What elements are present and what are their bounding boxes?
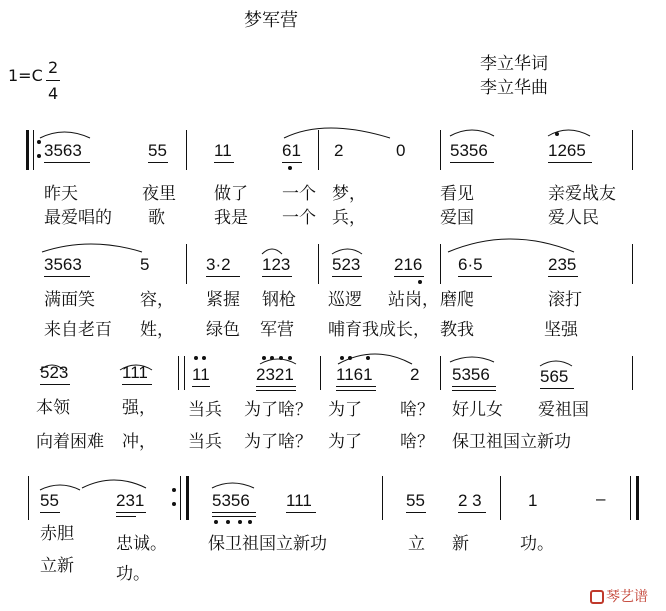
- repeat-dot: [172, 488, 176, 492]
- beam-line: [40, 384, 70, 385]
- beam-line: [116, 512, 146, 513]
- lyric: 最爱唱的: [44, 208, 112, 228]
- lyric: 爱人民: [548, 208, 599, 228]
- note-group: 1161: [336, 365, 373, 384]
- note-group: 565: [540, 367, 569, 386]
- key-signature: 1=C: [8, 66, 43, 85]
- note-group: 11: [192, 365, 210, 384]
- barline: [186, 130, 187, 170]
- barline: [500, 476, 501, 520]
- note-group: 55: [406, 491, 425, 510]
- note-group: 2: [410, 365, 420, 384]
- octave-dot-low: [226, 520, 230, 524]
- octave-dot-high: [270, 356, 274, 360]
- octave-dot-low: [214, 520, 218, 524]
- barline: [440, 244, 441, 284]
- repeat-dot: [37, 154, 41, 158]
- beam-line: [282, 162, 302, 163]
- lyric: 昨天: [44, 184, 78, 204]
- beam-line: [44, 276, 90, 277]
- repeat-end-thick: [186, 476, 189, 520]
- watermark: [590, 586, 648, 606]
- beam-line: [458, 276, 492, 277]
- note-group: 3563: [44, 255, 82, 274]
- lyric: 保卫祖国立新功: [452, 432, 571, 452]
- note-group: 1265: [548, 141, 586, 160]
- lyric: 当兵: [188, 432, 222, 452]
- note-group: 2 3: [458, 491, 482, 510]
- beam-line: [214, 162, 234, 163]
- barline: [440, 130, 441, 170]
- beam-line: [332, 276, 362, 277]
- beam-line: [44, 162, 90, 163]
- lyric: 当兵: [188, 400, 222, 420]
- repeat-start-thick: [26, 130, 29, 170]
- lyric: 新: [452, 534, 469, 554]
- note-group: 5356: [452, 365, 490, 384]
- lyric: 一个: [282, 208, 316, 228]
- barline: [440, 356, 441, 390]
- logo-icon: [590, 590, 604, 604]
- lyric: 亲爱战友: [548, 184, 616, 204]
- barline: [632, 356, 633, 390]
- beam-line: [256, 386, 296, 387]
- lyric: 为了啥？: [244, 432, 312, 452]
- barline: [186, 244, 187, 284]
- lyric: 夜里: [142, 184, 176, 204]
- lyric: 功。: [520, 534, 554, 554]
- lyric: 滚打: [548, 290, 582, 310]
- lyric: 紧握: [206, 290, 240, 310]
- lyric: 忠诚。: [116, 534, 167, 554]
- beam-line: [336, 386, 376, 387]
- beam-line: [548, 276, 578, 277]
- beam-line: [452, 386, 496, 387]
- lyric: 冲，: [122, 432, 156, 452]
- lyric: 教我: [440, 320, 474, 340]
- lyric: 容，: [140, 290, 174, 310]
- note-group: 235: [548, 255, 577, 274]
- beam-line: [206, 276, 240, 277]
- lyric: 绿色: [206, 320, 240, 340]
- lyric: 为了: [328, 432, 362, 452]
- beam-line: [256, 390, 296, 391]
- note-group: 0: [396, 141, 406, 160]
- octave-dot-high: [555, 132, 559, 136]
- lyric: 来自老百: [44, 320, 112, 340]
- beam-line: [452, 390, 496, 391]
- lyric: 钢枪: [262, 290, 296, 310]
- lyric: 看见: [440, 184, 474, 204]
- note-group: 55: [148, 141, 167, 160]
- lyric: 做了: [214, 184, 248, 204]
- note-group: 2: [334, 141, 344, 160]
- octave-dot-high: [366, 356, 370, 360]
- note-group: 3·2: [206, 255, 231, 274]
- note-group: 5356: [212, 491, 250, 510]
- beam-line: [450, 162, 494, 163]
- note-group: 5: [140, 255, 150, 274]
- barline: [632, 130, 633, 170]
- beam-line: [336, 390, 376, 391]
- lyric: 哺育我成长，: [328, 320, 430, 340]
- note-group: 111: [122, 363, 148, 382]
- lyric: 满面笑: [44, 290, 95, 310]
- lyric: 保卫祖国立新功: [208, 534, 327, 554]
- lyric: 磨爬: [440, 290, 474, 310]
- lyric: 啥？: [400, 400, 434, 420]
- note-group: 111: [286, 491, 312, 510]
- note-group: –: [596, 489, 606, 508]
- barline: [320, 356, 321, 390]
- watermark-text: 琴艺谱: [606, 589, 648, 605]
- octave-dot-high: [340, 356, 344, 360]
- lyric: 站岗，: [388, 290, 439, 310]
- final-barline-thin: [630, 476, 631, 520]
- note-group: 5356: [450, 141, 488, 160]
- octave-dot-low: [238, 520, 242, 524]
- barline: [318, 244, 319, 284]
- lyric: 梦，: [332, 184, 366, 204]
- lyric: 军营: [260, 320, 294, 340]
- note-group: 123: [262, 255, 291, 274]
- lyric: 强，: [122, 398, 156, 418]
- lyric: 向着困难: [36, 432, 104, 452]
- final-barline-thick: [636, 476, 639, 520]
- octave-dot-low: [288, 166, 292, 170]
- lyric: 功。: [116, 564, 150, 584]
- note-group: 3563: [44, 141, 82, 160]
- beam-line: [116, 516, 136, 517]
- lyric: 歌: [148, 208, 165, 228]
- lyric: 立新: [40, 556, 74, 576]
- lyric: 啥？: [400, 432, 434, 452]
- beam-line: [406, 512, 426, 513]
- time-signature-top: 2: [48, 58, 59, 77]
- repeat-start-thin: [33, 130, 34, 170]
- note-group: 1: [528, 491, 538, 510]
- beam-line: [212, 516, 256, 517]
- repeat-end-thin: [178, 356, 179, 390]
- octave-dot-high: [348, 356, 352, 360]
- beam-line: [540, 388, 574, 389]
- octave-dot-low: [418, 280, 422, 284]
- lyric: 兵，: [332, 208, 366, 228]
- note-group: 523: [40, 363, 69, 382]
- beam-line: [122, 384, 152, 385]
- barline: [318, 130, 319, 170]
- beam-line: [286, 512, 316, 513]
- barline: [184, 356, 185, 390]
- note-group: 2321: [256, 365, 294, 384]
- lyric: 我是: [214, 208, 248, 228]
- octave-dot-high: [202, 356, 206, 360]
- beam-line: [148, 162, 168, 163]
- beam-line: [192, 386, 210, 387]
- octave-dot-high: [194, 356, 198, 360]
- lyric: 一个: [282, 184, 316, 204]
- note-group: 11: [214, 141, 232, 160]
- octave-dot-low: [248, 520, 252, 524]
- lyric: 赤胆: [40, 524, 74, 544]
- barline: [632, 244, 633, 284]
- lyric: 为了啥？: [244, 400, 312, 420]
- octave-dot-high: [262, 356, 266, 360]
- note-group: 523: [332, 255, 361, 274]
- repeat-dot: [172, 502, 176, 506]
- lyricist-credit: 李立华词: [480, 54, 548, 74]
- beam-line: [262, 276, 292, 277]
- lyric: 爱祖国: [538, 400, 589, 420]
- octave-dot-high: [288, 356, 292, 360]
- lyric: 本领: [36, 398, 70, 418]
- octave-dot-high: [279, 356, 283, 360]
- composer-credit: 李立华曲: [480, 78, 548, 98]
- note-group: 55: [40, 491, 59, 510]
- note-group: 231: [116, 491, 145, 510]
- barline: [28, 476, 29, 520]
- lyric: 巡逻: [328, 290, 362, 310]
- beam-line: [40, 512, 60, 513]
- lyric: 为了: [328, 400, 362, 420]
- beam-line: [212, 512, 256, 513]
- song-title: 梦军营: [244, 10, 298, 31]
- lyric: 姓，: [140, 320, 174, 340]
- beam-line: [458, 512, 486, 513]
- barline: [382, 476, 383, 520]
- beam-line: [394, 276, 424, 277]
- time-signature-bottom: 4: [48, 84, 59, 103]
- note-group: 6·5: [458, 255, 483, 274]
- note-group: 216: [394, 255, 423, 274]
- lyric: 立: [408, 534, 425, 554]
- beam-line: [548, 162, 592, 163]
- lyric: 好儿女: [452, 400, 503, 420]
- lyric: 坚强: [544, 320, 578, 340]
- repeat-dot: [37, 140, 41, 144]
- repeat-end-thin: [180, 476, 181, 520]
- lyric: 爱国: [440, 208, 474, 228]
- note-group: 61: [282, 141, 301, 160]
